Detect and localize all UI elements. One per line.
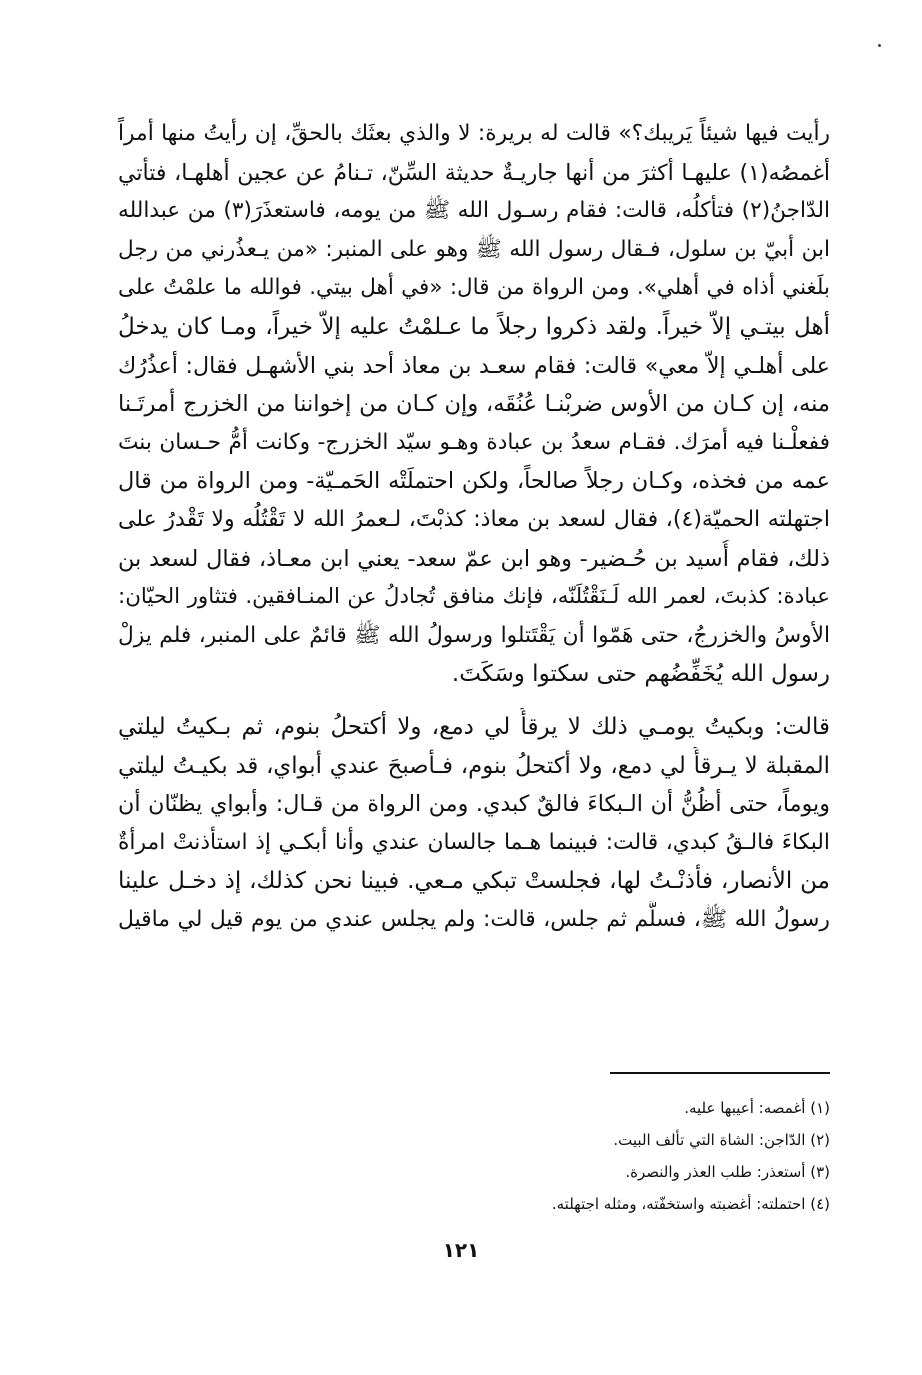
text-line: المقبلة لا يـرقأُ لي دمع، ولا أكتحلُ بنوم، فـأصبحَ عندي أبواي، قد بكيـتُ ليلتي [118, 752, 830, 779]
text-line: على أهلـي إلاّ معي» قالت: فقام سعـد بن معاذ أحد بني الأشهـل فقال: أعذُرُك [118, 352, 830, 379]
text-line: قالت: وبكيتُ يومـي ذلك لا يرقأُ لي دمع، ولا أكتحلُ بنوم، ثم بـكيتُ ليلتي [118, 713, 830, 740]
text-line: رسولُ الله ﷺ، فسلَّم ثم جلس، قالت: ولم يجلس عندي من يوم قيل لي ماقيل [118, 906, 830, 932]
text-line: أهل بيتـي إلاّ خيراً. ولقد ذكروا رجلاً ما عـلمْتُ عليه إلاّ خيراً، ومـا كان يدخلُ [118, 313, 830, 340]
text-line: ابن أبيّ بن سلول، فـقال رسول الله ﷺ وهو على المنبر: «من يـعذُرني من رجل [118, 236, 830, 262]
text-line: ويوماً، حتى أظُنُّ أن الـبكاءَ فالقٌ كبدي. ومن الرواة من قـال: وأبواي يظنّان أن [118, 791, 830, 818]
text-line: عمه من فخذه، وكـان رجلاً صالحاً، ولكن احتملَتْه الحَمـيّة- ومن الرواة من قال [118, 468, 830, 495]
text-line: الدّاجنُ(٢) فتأكلُه، قالت: فقام رسـول الله ﷺ من يومه، فاستعذَرَ(٣) من عبدالله [118, 198, 830, 224]
footnote: (٤) احتملته: أغضبته واستخفّته، ومثله اجتهلته. [551, 1195, 830, 1213]
footnotes [300, 1092, 830, 1220]
paragraph-2 [118, 708, 830, 940]
corner-mark [878, 44, 881, 47]
text-line: من الأنصار، فأذنْـتُ لها، فجلستْ تبكي مـعي. فبينا نحن كذلك، إذ دخـل علينا [118, 868, 830, 895]
text-line: اجتهلته الحميّة(٤)، فقال لسعد بن معاذ: كذبْتَ، لـعمرُ الله لا تَقْتُلُه ولا تَقْدرُ على [118, 506, 830, 532]
main-text [118, 115, 830, 939]
text-line: الأوسُ والخزرجُ، حتى هَمّوا أن يَقْتَتلوا ورسولُ الله ﷺ قائمٌ على المنبر، فلم يزلْ [118, 622, 830, 648]
footnote-separator [610, 1072, 830, 1074]
paragraph-1 [118, 115, 830, 694]
footnote: (٣) أستعذر: طلب العذر والنصرة. [625, 1163, 830, 1181]
text-line: رأيت فيها شيئاً يَريبك؟» قالت له بريرة: لا والذي بعثَك بالحقِّ، إن رأيتُ منها أمراً [118, 121, 830, 146]
text-line: عبادة: كذبتَ، لعمر الله لَـنَقْتُلَنّه، فإنك منافق تُجادلُ عن المنـافقين. فتثاور الحيّان: [118, 584, 830, 610]
text-line: رسول الله يُخَفِّضُهم حتى سكتوا وسَكَتَ. [451, 661, 830, 688]
text-line: أغمصُه(١) عليهـا أكثرَ من أنها جاريـةٌ حديثة السِّنّ، تـنامُ عن عجين أهلهـا، فتأتي [118, 159, 830, 186]
text-line: منه، إن كـان من الأوس ضربْنـا عُنُقَه، وإن كـان من إخواننا من الخزرج أمرتَـنا [118, 391, 830, 418]
text-line: بلَغني أذاه في أهلي». ومن الرواة من قال: «في أهل بيتي. فوالله ما علمْتُ على [118, 275, 830, 301]
text-line: البكاءَ فالـقُ كبدي، قالت: فبينما هـما جالسان عندي وأنا أبكـي إذ استأذنتْ امرأةٌ [118, 829, 830, 855]
text-line: ففعلْـنا فيه أمرَك. فقـام سعدُ بن عبادة وهـو سيّد الخزرج- وكانت أمُّ حـسان بنتَ [118, 429, 830, 455]
page-number: ١٢١ [442, 1238, 480, 1262]
footnote: (٢) الدّاجن: الشاة التي تألف البيت. [613, 1131, 830, 1149]
footnote: (١) أغمصه: أعيبها عليه. [684, 1099, 830, 1117]
text-line: ذلك، فقام أُسيد بن حُـضير- وهو ابن عمّ سعد- يعني ابن معـاذ، فقال لسعد بن [118, 545, 830, 572]
